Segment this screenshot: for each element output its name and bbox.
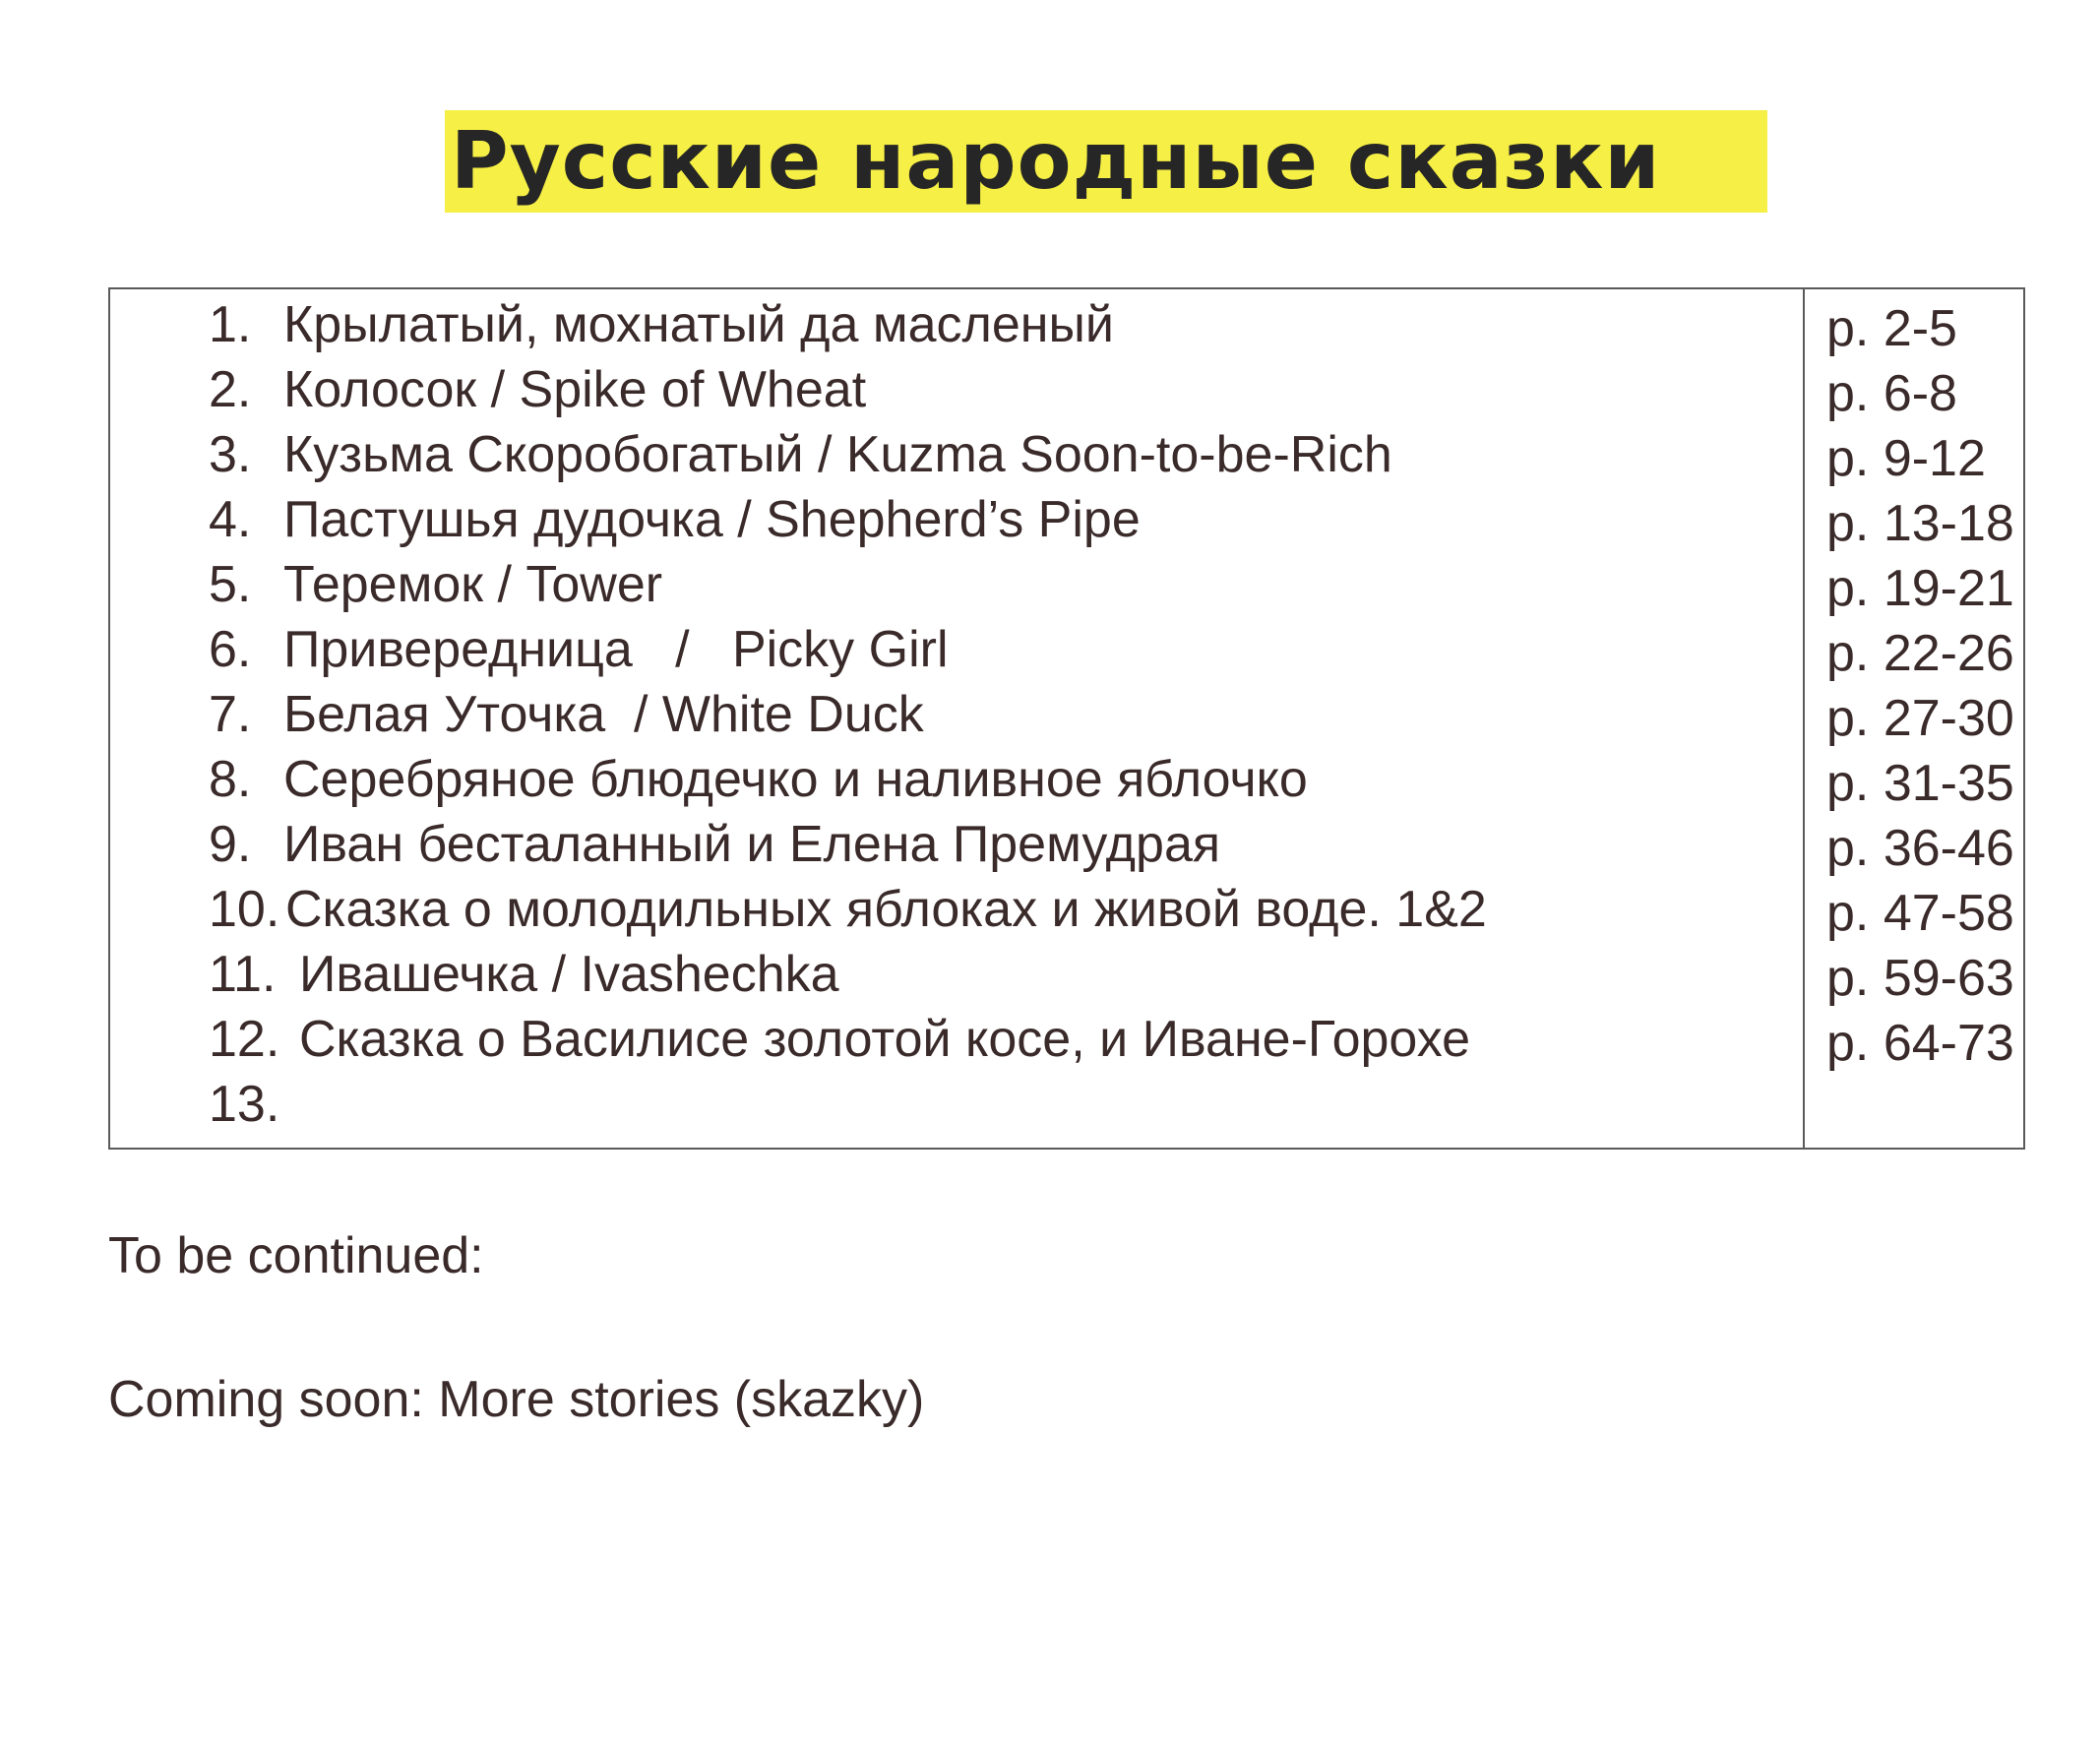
toc-title: Иван бесталанный и Елена Премудрая: [283, 816, 1221, 873]
toc-title: Серебряное блюдечко и наливное яблочко: [283, 751, 1308, 808]
toc-row: [209, 1075, 1793, 1140]
toc-number: 13.: [209, 1076, 280, 1133]
toc-title: Сказка о молодильных яблоках и живой воде. 1&2: [285, 881, 1487, 938]
toc-number: 6.: [209, 621, 252, 678]
to-be-continued-text: To be continued:: [108, 1227, 484, 1284]
toc-row: [209, 1010, 1793, 1075]
page-range: p. 22-26: [1826, 625, 2014, 682]
page-range: p. 19-21: [1826, 560, 2014, 617]
toc-row: [209, 555, 1793, 620]
toc-row: [209, 360, 1793, 425]
table-of-contents: [108, 287, 2025, 1150]
toc-number: 9.: [209, 816, 252, 873]
toc-title: Крылатый, мохнатый да масленый: [283, 296, 1114, 353]
toc-row: [209, 685, 1793, 750]
toc-number: 12.: [209, 1011, 280, 1068]
toc-title: Колосок / Spike of Wheat: [283, 361, 867, 418]
toc-row: [209, 490, 1793, 555]
toc-title: Сказка о Василисе золотой косе, и Иване-Горохе: [299, 1011, 1471, 1068]
toc-title: Теремок / Tower: [283, 556, 663, 613]
page-range: p. 47-58: [1826, 885, 2014, 942]
toc-title: Пастушья дудочка / Shepherd’s Pipe: [283, 491, 1141, 548]
toc-title: Кузьма Скоробогатый / Kuzma Soon-to-be-Rich: [283, 426, 1392, 483]
page-range: p. 6-8: [1826, 365, 1957, 422]
page-range: p. 13-18: [1826, 495, 2014, 552]
toc-row: [209, 620, 1793, 685]
page-range: p. 31-35: [1826, 755, 2014, 812]
page-range: p. 27-30: [1826, 690, 2014, 747]
toc-number: 4.: [209, 491, 252, 548]
page-title: Русские народные сказки: [451, 115, 1661, 207]
page-range: p. 64-73: [1826, 1015, 2014, 1072]
toc-number: 11.: [209, 946, 277, 1003]
page-range: p. 2-5: [1826, 300, 1957, 357]
toc-number: 5.: [209, 556, 252, 613]
column-divider: [1803, 289, 1805, 1148]
toc-number: 8.: [209, 751, 252, 808]
toc-number: 10.: [209, 881, 280, 938]
toc-row: [209, 750, 1793, 815]
toc-title: Привередница / Picky Girl: [283, 621, 949, 678]
toc-number: 2.: [209, 361, 252, 418]
toc-row: [209, 425, 1793, 490]
page-range: p. 36-46: [1826, 820, 2014, 877]
toc-row: [209, 295, 1793, 360]
toc-row: [209, 815, 1793, 880]
toc-number: 3.: [209, 426, 252, 483]
page-range: p. 9-12: [1826, 430, 1986, 487]
toc-title: Ивашечка / Ivashechka: [299, 946, 839, 1003]
page-range: p. 59-63: [1826, 950, 2014, 1007]
toc-title: Белая Уточка / White Duck: [283, 686, 924, 743]
toc-row: [209, 945, 1793, 1010]
toc-number: 7.: [209, 686, 252, 743]
toc-row: [209, 880, 1793, 945]
coming-soon-text: Coming soon: More stories (skazky): [108, 1371, 925, 1428]
toc-number: 1.: [209, 296, 252, 353]
